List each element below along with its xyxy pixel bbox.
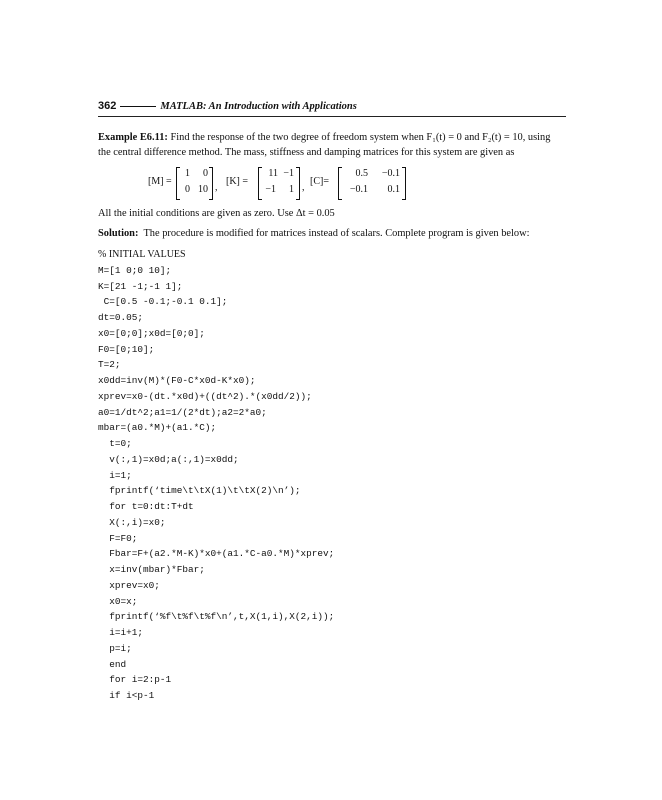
- book-title: MATLAB: An Introduction with Applications: [160, 101, 357, 112]
- code-line: x0=x;: [98, 595, 138, 607]
- solution-paragraph: [98, 226, 568, 241]
- initial-conditions: All the initial conditions are given as zero. Use Δt = 0.05: [98, 208, 335, 219]
- code-line: xprev=x0;: [98, 579, 160, 591]
- code-line: % INITIAL VALUES: [98, 249, 186, 260]
- example-text-line2: the central difference method. The mass, stiffness and damping matrices for this system are given as: [98, 147, 515, 158]
- code-line: if i<p-1: [98, 690, 155, 701]
- code-line: mbar=(a0.*M)+(a1.*C);: [98, 422, 217, 434]
- stiffness-matrix-label: [K] =: [226, 176, 249, 187]
- code-line: T=2;: [98, 359, 121, 371]
- code-line: t=0;: [98, 438, 132, 449]
- code-line: xprev=x0-(dt.*x0d)+((dt^2).*(x0dd/2));: [98, 390, 312, 402]
- solution-text: The procedure is modified for matrices instead of scalars. Complete program is given below:: [143, 228, 530, 239]
- page-number: 362: [98, 100, 117, 112]
- code-line: v(:,1)=x0d;a(:,1)=x0dd;: [98, 453, 239, 465]
- example-label: Example E6.11:: [98, 132, 168, 143]
- code-line: fprintf(‘time\t\tX(1)\t\tX(2)\n’);: [98, 485, 301, 497]
- damping-matrix-label: [C]=: [310, 176, 329, 187]
- code-line: for t=0:dt:T+dt: [98, 501, 194, 512]
- code-line: x=inv(mbar)*Fbar;: [98, 564, 205, 575]
- running-header: [98, 100, 566, 112]
- solution-label: Solution:: [98, 228, 139, 239]
- system-matrices: [M] = 1 0 0 10 , [K] = 11 −1 −1 1 , [C]= 0.5 −0.1 −0.1 0.1: [140, 166, 440, 200]
- header-rule: [98, 116, 566, 117]
- code-line: for i=2:p-1: [98, 674, 172, 686]
- code-line: F0=[0;10];: [98, 343, 155, 355]
- code-line: x0=[0;0];x0d=[0;0];: [98, 327, 205, 339]
- code-line: i=1;: [98, 469, 132, 481]
- mass-matrix-label: [M] =: [148, 176, 172, 187]
- code-line: M=[1 0;0 10];: [98, 264, 172, 276]
- matlab-code-listing: [98, 247, 568, 704]
- code-line: end: [98, 658, 127, 670]
- code-line: fprintf(‘%f\t%f\t%f\n’,t,X(1,i),X(2,i));: [98, 611, 335, 623]
- code-line: F=F0;: [98, 532, 138, 544]
- code-line: X(:,i)=x0;: [98, 516, 166, 528]
- code-line: C=[0.5 -0.1;-0.1 0.1];: [98, 296, 228, 308]
- code-line: a0=1/dt^2;a1=1/(2*dt);a2=2*a0;: [98, 406, 267, 418]
- example-paragraph: [98, 130, 568, 160]
- example-text-line1: Find the response of the two degree of freedom system when F₁(t) = 0 and F₂(t) = 10, using: [170, 132, 551, 143]
- code-line: K=[21 -1;-1 1];: [98, 280, 183, 292]
- code-line: dt=0.05;: [98, 312, 144, 323]
- header-dash: [120, 106, 156, 107]
- code-line: x0dd=inv(M)*(F0-C*x0d-K*x0);: [98, 375, 256, 386]
- code-line: i=i+1;: [98, 627, 144, 638]
- code-line: p=i;: [98, 642, 132, 654]
- code-line: Fbar=F+(a2.*M-K)*x0+(a1.*C-a0.*M)*xprev;: [98, 548, 335, 560]
